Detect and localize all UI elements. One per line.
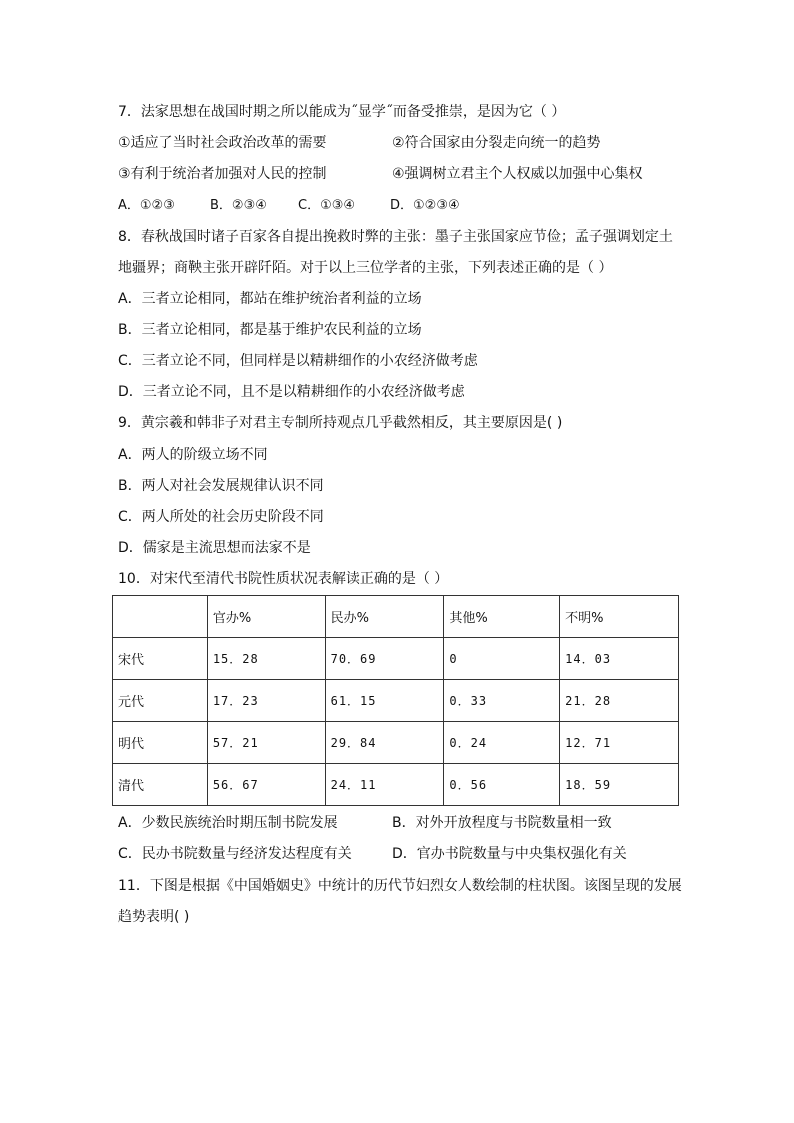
table-row [113, 638, 679, 680]
q8-option-d: D．三者立论不同，且不是以精耕细作的小农经济做考虑 [118, 384, 465, 400]
q7-item-1: ①适应了当时社会政治改革的需要 [118, 135, 327, 151]
q9-option-d: D．儒家是主流思想而法家不是 [118, 540, 311, 556]
q7-stem: 7．法家思想在战国时期之所以能成为˝显学˝而备受推崇，是因为它（ ） [118, 104, 566, 120]
table-row [113, 680, 679, 722]
q7-options [118, 195, 460, 216]
table-cell: 明代 [113, 722, 208, 764]
q11-stem-line-2: 趋势表明( ) [118, 909, 190, 925]
table-header-row [113, 596, 679, 638]
table-cell: 0．24 [444, 722, 560, 764]
table-cell: 17．23 [207, 680, 325, 722]
q8-option-c: C．三者立论不同，但同样是以精耕细作的小农经济做考虑 [118, 353, 478, 369]
table-cell: 元代 [113, 680, 208, 722]
q7-item-2: ②符合国家由分裂走向统一的趋势 [392, 135, 601, 151]
table-row [113, 764, 679, 806]
q7-item-3: ③有利于统治者加强对人民的控制 [118, 166, 327, 182]
table-cell: 61．15 [325, 680, 444, 722]
q9-option-a: A．两人的阶级立场不同 [118, 447, 268, 463]
q10-option-c: C．民办书院数量与经济发达程度有关 [118, 846, 352, 862]
table-cell: 18．59 [560, 764, 679, 806]
q8-stem-line-1: 8．春秋战国时诸子百家各自提出挽救时弊的主张：墨子主张国家应节俭；孟子强调划定土 [118, 229, 673, 245]
table-cell: 0．56 [444, 764, 560, 806]
table-cell: 宋代 [113, 638, 208, 680]
table-header-cell [113, 596, 208, 638]
q11-stem-line-1: 11．下图是根据《中国婚姻史》中统计的历代节妇烈女人数绘制的柱状图。该图呈现的发展 [118, 878, 682, 894]
table-cell: 12．71 [560, 722, 679, 764]
q10-option-a: A．少数民族统治时期压制书院发展 [118, 815, 338, 831]
table-header-cell: 不明% [560, 596, 679, 638]
q9-stem: 9．黄宗羲和韩非子对君主专制所持观点几乎截然相反，其主要原因是( ) [118, 415, 563, 431]
table-cell: 清代 [113, 764, 208, 806]
q7-option-a: A．①②③ [118, 198, 175, 213]
table-cell: 15．28 [207, 638, 325, 680]
table-cell: 29．84 [325, 722, 444, 764]
table-cell: 70．69 [325, 638, 444, 680]
table-header-cell: 民办% [325, 596, 444, 638]
q9-option-b: B．两人对社会发展规律认识不同 [118, 478, 324, 494]
q8-option-b: B．三者立论相同，都是基于维护农民利益的立场 [118, 322, 422, 338]
table-cell: 0．33 [444, 680, 560, 722]
table-cell: 0 [444, 638, 560, 680]
q7-option-b: B．②③④ [210, 198, 267, 213]
q10-stem: 10．对宋代至清代书院性质状况表解读正确的是（ ） [118, 571, 449, 587]
q7-option-d: D．①②③④ [390, 198, 460, 213]
q10-option-b: B．对外开放程度与书院数量相一致 [392, 815, 612, 831]
q8-option-a: A．三者立论相同，都站在维护统治者利益的立场 [118, 291, 422, 307]
q8-stem-line-2: 地疆界；商鞅主张开辟阡陌。对于以上三位学者的主张，下列表述正确的是（ ） [118, 260, 613, 276]
table-cell: 24．11 [325, 764, 444, 806]
q7-item-4: ④强调树立君主个人权威以加强中心集权 [392, 166, 643, 182]
table-cell: 21．28 [560, 680, 679, 722]
academy-data-table [112, 595, 679, 806]
q10-option-d: D．官办书院数量与中央集权强化有关 [392, 846, 627, 862]
table-header-cell: 其他% [444, 596, 560, 638]
table-row [113, 722, 679, 764]
table-cell: 56．67 [207, 764, 325, 806]
q7-option-c: C．①③④ [298, 198, 356, 213]
table-cell: 14．03 [560, 638, 679, 680]
table-cell: 57．21 [207, 722, 325, 764]
table-header-cell: 官办% [207, 596, 325, 638]
q9-option-c: C．两人所处的社会历史阶段不同 [118, 509, 324, 525]
